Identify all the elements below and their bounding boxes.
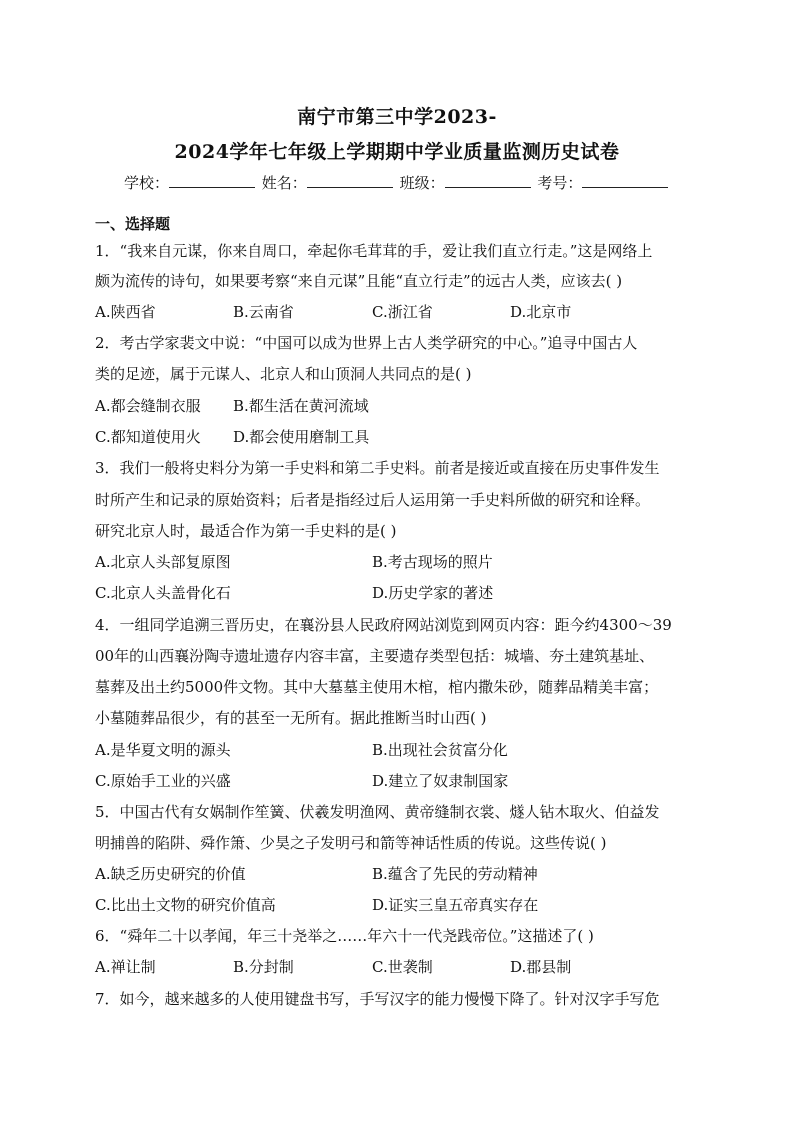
question-5-line-2: 明捕兽的陷阱、舜作箫、少昊之子发明弓和箭等神话性质的传说。这些传说( )	[95, 834, 607, 852]
exam-number-label: 考号：	[537, 174, 583, 192]
question-4-line-3: 墓葬及出土约5000件文物。其中大墓墓主使用木棺，棺内撒朱砂，随葬品精美丰富；	[95, 678, 659, 696]
q2-option-d: D.都会使用磨制工具	[233, 428, 370, 446]
q3-option-a: A.北京人头部复原图	[95, 553, 231, 571]
section-title: 一、选择题	[95, 215, 171, 233]
question-5-line-1: 5．中国古代有女娲制作笙簧、伏羲发明渔网、黄帝缝制衣裳、燧人钻木取火、伯益发	[95, 803, 660, 821]
question-2-line-1: 2．考古学家裴文中说：“中国可以成为世界上古人类学研究的中心。”追寻中国古人	[95, 334, 638, 352]
question-3-line-2: 时所产生和记录的原始资料；后者是指经过后人运用第一手史料所做的研究和诠释。	[95, 491, 651, 509]
q5-option-b: B.蕴含了先民的劳动精神	[372, 865, 538, 883]
q3-option-d: D.历史学家的著述	[372, 584, 494, 602]
q5-option-d: D.证实三皇五帝真实存在	[372, 896, 539, 914]
class-blank	[445, 173, 531, 188]
school-label: 学校：	[124, 174, 170, 192]
q2-option-a: A.都会缝制衣服	[95, 397, 201, 415]
q3-option-c: C.北京人头盖骨化石	[95, 584, 231, 602]
question-2-line-2: 类的足迹，属于元谋人、北京人和山顶洞人共同点的是( )	[95, 365, 472, 383]
q3-option-b: B.考古现场的照片	[372, 553, 493, 571]
q6-option-d: D.郡县制	[510, 958, 572, 976]
name-label: 姓名：	[261, 174, 307, 192]
question-3-line-3: 研究北京人时，最适合作为第一手史料的是( )	[95, 522, 397, 540]
q5-option-a: A.缺乏历史研究的价值	[95, 865, 246, 883]
q2-option-c: C.都知道使用火	[95, 428, 201, 446]
question-4-line-1: 4．一组同学追溯三晋历史，在襄汾县人民政府网站浏览到网页内容：距今约4300～39	[95, 616, 672, 634]
q1-option-d: D.北京市	[510, 303, 572, 321]
exam-number-blank	[582, 173, 668, 188]
q4-option-c: C.原始手工业的兴盛	[95, 772, 231, 790]
school-blank	[169, 173, 255, 188]
question-4-line-2: 00年的山西襄汾陶寺遗址遗存内容丰富，主要遗存类型包括：城墙、夯土建筑基址、	[95, 647, 655, 665]
name-blank	[307, 173, 393, 188]
exam-title-line2: 2024学年七年级上学期期中学业质量监测历史试卷	[174, 141, 620, 163]
q6-option-b: B.分封制	[233, 958, 294, 976]
class-label: 班级：	[399, 174, 445, 192]
question-7-line-1: 7．如今，越来越多的人使用键盘书写，手写汉字的能力慢慢下降了。针对汉字手写危	[95, 990, 660, 1008]
q6-option-c: C.世袭制	[372, 958, 433, 976]
q1-option-c: C.浙江省	[372, 303, 433, 321]
q5-option-c: C.比出土文物的研究价值高	[95, 896, 276, 914]
q4-option-a: A.是华夏文明的源头	[95, 741, 231, 759]
question-6-line-1: 6．“舜年二十以孝闻，年三十尧举之……年六十一代尧践帝位。”这描述了( )	[95, 927, 594, 945]
q1-option-a: A.陕西省	[95, 303, 156, 321]
student-info-line	[124, 172, 670, 193]
q6-option-a: A.禅让制	[95, 958, 156, 976]
q4-option-b: B.出现社会贫富分化	[372, 741, 508, 759]
question-3-line-1: 3．我们一般将史料分为第一手史料和第二手史料。前者是接近或直接在历史事件发生	[95, 459, 660, 477]
q2-option-b: B.都生活在黄河流域	[233, 397, 369, 415]
exam-title-line1: 南宁市第三中学2023-	[297, 106, 497, 128]
question-1-line-2: 颇为流传的诗句，如果要考察“来自元谋”且能“直立行走”的远古人类，应该去( )	[95, 272, 623, 290]
question-1-line-1: 1．“我来自元谋，你来自周口，牵起你毛茸茸的手，爱让我们直立行走。”这是网络上	[95, 242, 653, 260]
q4-option-d: D.建立了奴隶制国家	[372, 772, 509, 790]
q1-option-b: B.云南省	[233, 303, 294, 321]
question-4-line-4: 小墓随葬品很少，有的甚至一无所有。据此推断当时山西( )	[95, 709, 487, 727]
